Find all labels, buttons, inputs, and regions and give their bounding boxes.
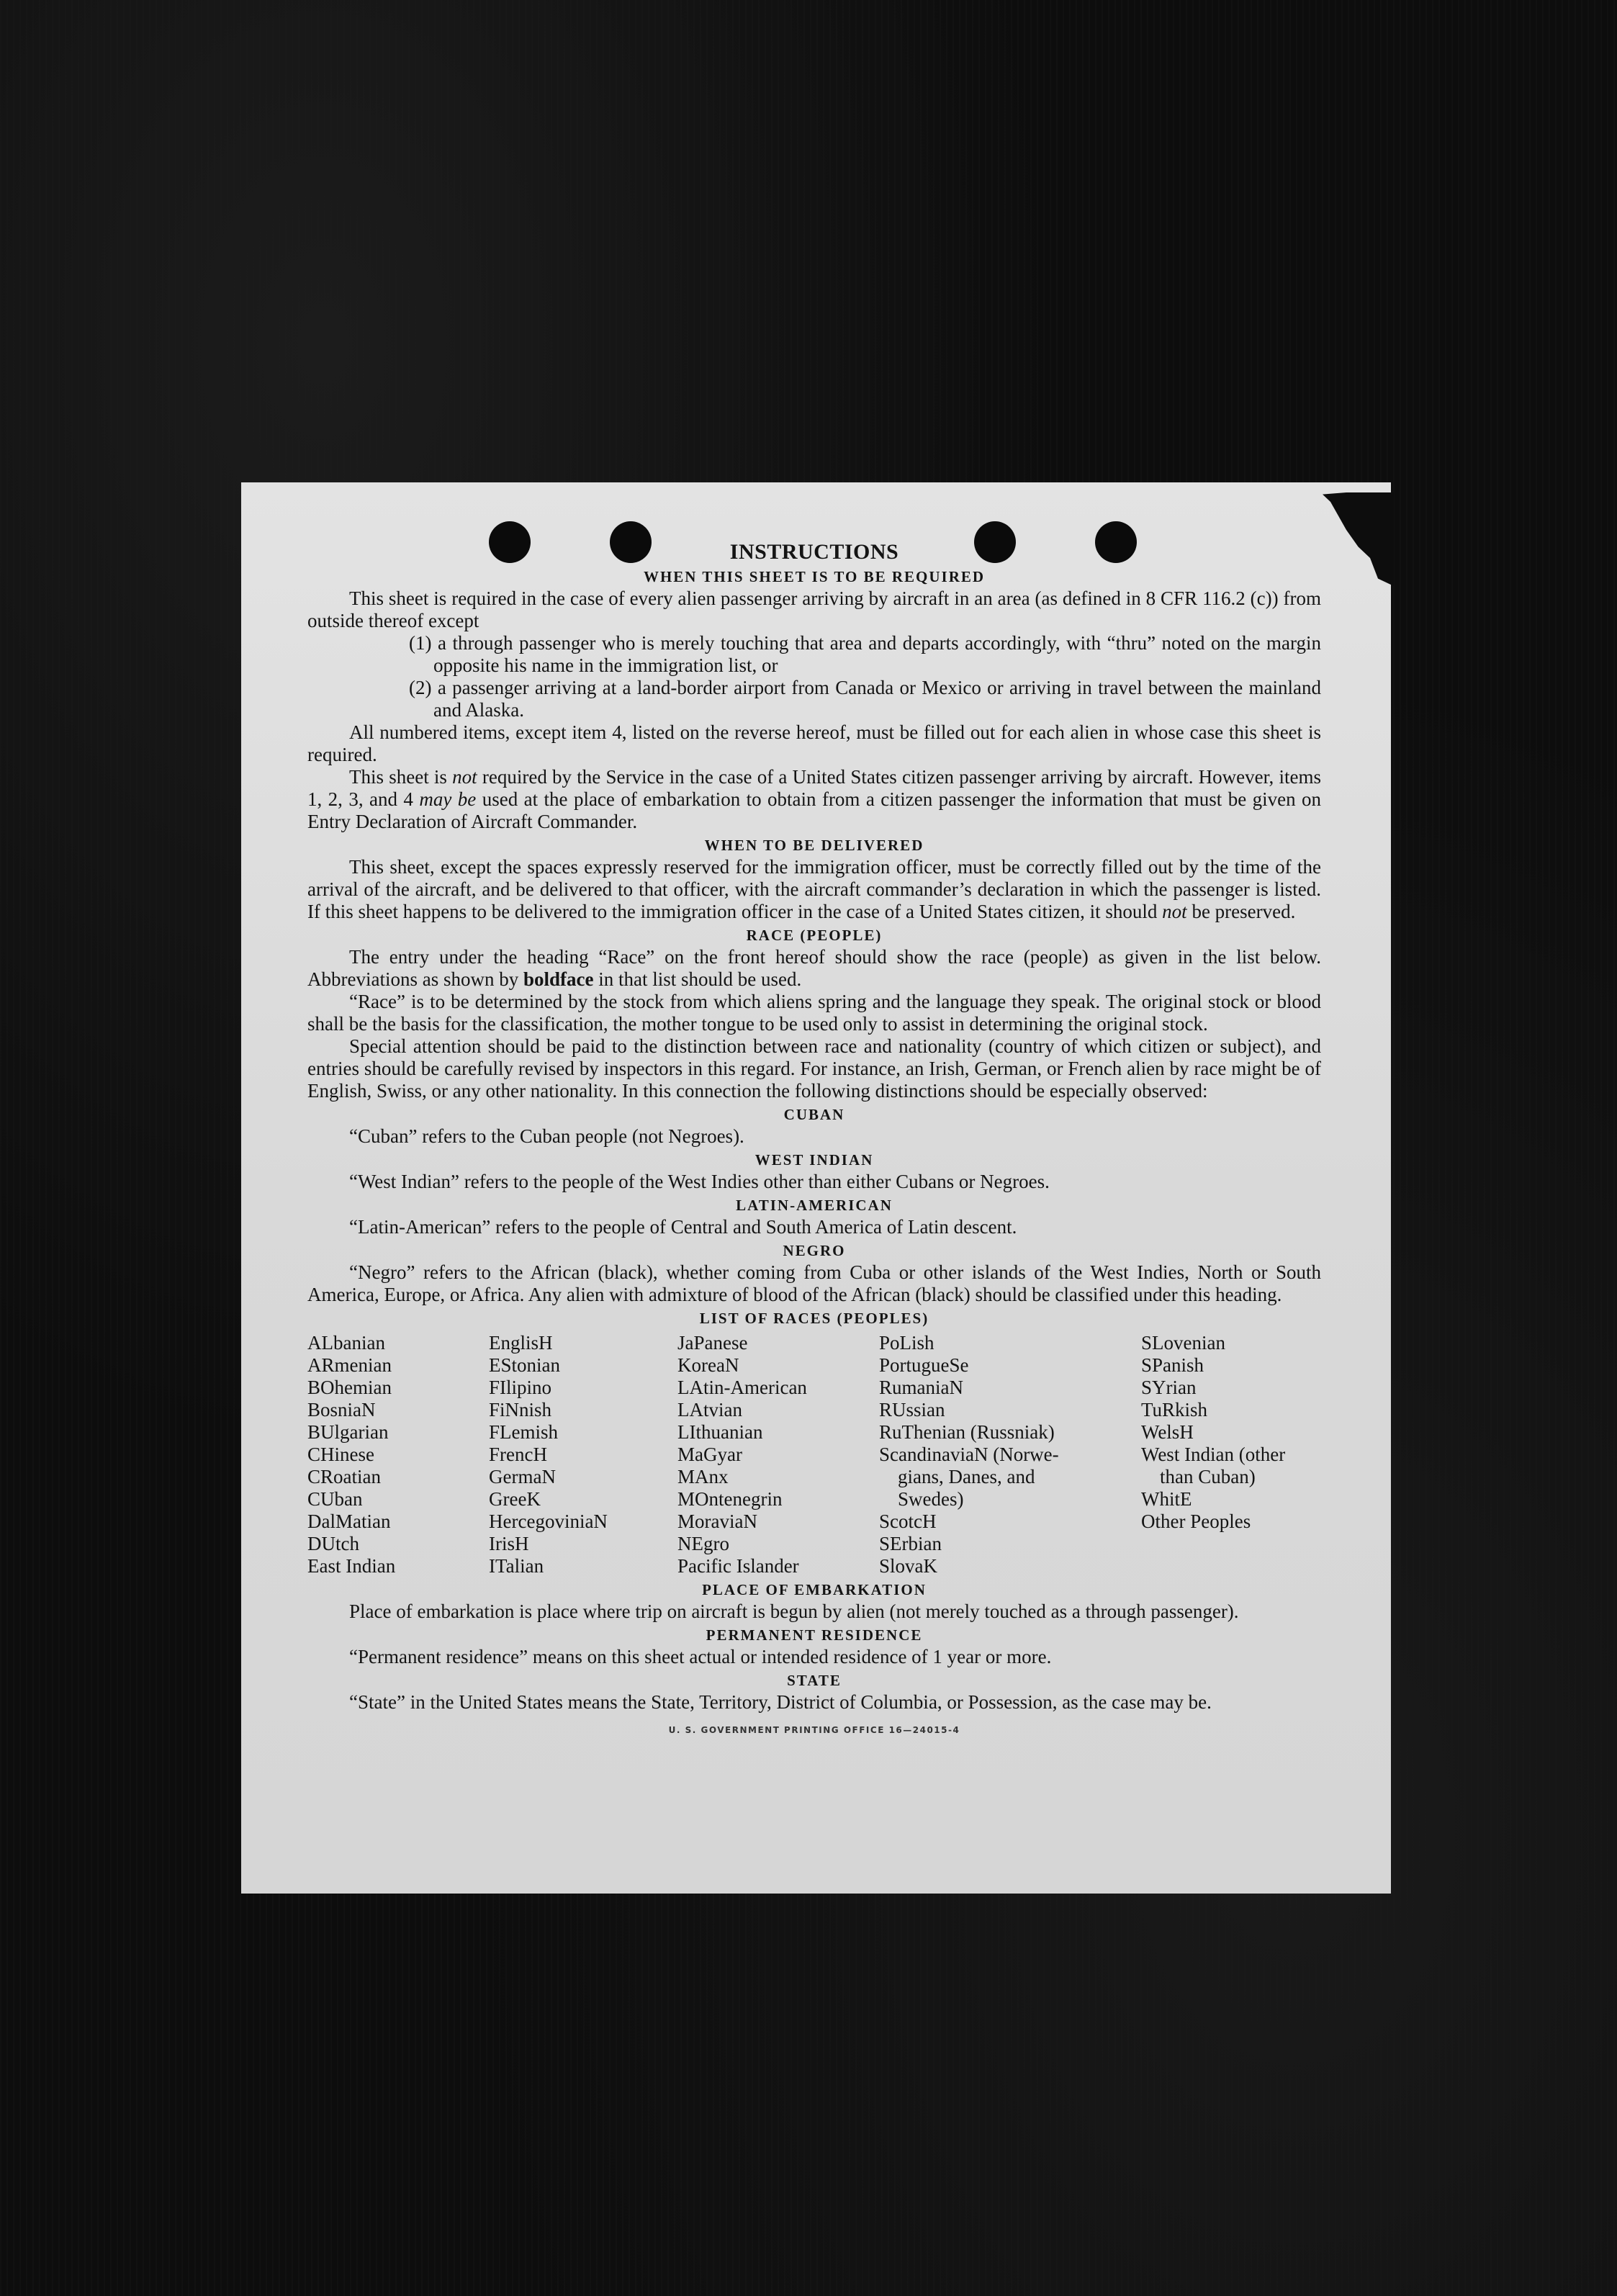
list-item: (2) a passenger arriving at a land-border airport from Canada or Mexico or arriving in travel between the mainland and Alaska.	[409, 677, 1321, 721]
section-heading-list-of-races: LIST OF RACES (PEOPLES)	[699, 1310, 929, 1327]
emphasis-text: not	[1162, 901, 1187, 922]
section-heading-place-of-embarkation: PLACE OF EMBARKATION	[702, 1581, 927, 1598]
race-entry: MOntenegrin	[677, 1488, 783, 1510]
race-entry: LAtin-American	[677, 1377, 807, 1398]
torn-corner	[1315, 492, 1394, 586]
race-entry: SYrian	[1141, 1377, 1197, 1398]
bold-text: boldface	[523, 968, 594, 990]
race-entry: MAnx	[677, 1466, 729, 1487]
race-entry: ARmenian	[307, 1354, 392, 1376]
section-heading-west-indian: WEST INDIAN	[755, 1151, 874, 1169]
paragraph: “West Indian” refers to the people of the West Indies other than either Cubans or Negroes.	[349, 1171, 1050, 1192]
paragraph: “Latin-American” refers to the people of Central and South America of Latin descent.	[349, 1216, 1017, 1238]
section-heading-when-required: WHEN THIS SHEET IS TO BE REQUIRED	[643, 568, 986, 585]
race-entry: WelsH	[1141, 1421, 1194, 1443]
race-entry: TuRkish	[1141, 1399, 1208, 1421]
races-column	[879, 1332, 1141, 1577]
race-entry: LAtvian	[677, 1399, 742, 1421]
race-entry: CRoatian	[307, 1466, 381, 1487]
paragraph	[307, 946, 1321, 991]
paragraph: Special attention should be paid to the distinction between race and nationality (country of which citizen or subject), and entries should be carefully revised by inspectors in this regard. For instance, an Irish, German, or French alien by race might be of English, Swiss, or any other nationality. In this connection the following distinctions should be especially observed:	[307, 1035, 1321, 1102]
race-entry: CHinese	[307, 1444, 374, 1465]
races-table	[307, 1332, 1321, 1577]
paragraph: “Cuban” refers to the Cuban people (not Negroes).	[349, 1125, 744, 1147]
race-entry: FLemish	[489, 1421, 559, 1443]
races-column	[307, 1332, 489, 1577]
race-entry: HercegoviniaN	[489, 1511, 608, 1532]
race-entry: BUlgarian	[307, 1421, 389, 1443]
race-entry: SLovenian	[1141, 1332, 1225, 1354]
race-entry: BosniaN	[307, 1399, 376, 1421]
race-entry: RuThenian (Russniak)	[879, 1421, 1055, 1443]
section-heading-when-delivered: WHEN TO BE DELIVERED	[704, 837, 924, 854]
paragraph	[307, 856, 1321, 923]
race-entry: FrencH	[489, 1444, 547, 1465]
race-entry: EnglisH	[489, 1332, 553, 1354]
paragraph: Place of embarkation is place where trip on aircraft is begun by alien (not merely touched as a through passenger).	[349, 1601, 1239, 1622]
race-entry: KoreaN	[677, 1354, 739, 1376]
section-heading-race: RACE (PEOPLE)	[746, 927, 883, 944]
race-entry: RumaniaN	[879, 1377, 963, 1398]
race-entry: IrisH	[489, 1533, 529, 1554]
paragraph: “Permanent residence” means on this sheet actual or intended residence of 1 year or more.	[349, 1646, 1052, 1667]
text-run: be preserved.	[1186, 901, 1296, 922]
race-entry: East Indian	[307, 1555, 396, 1577]
paragraph: All numbered items, except item 4, listed on the reverse hereof, must be filled out for each alien in whose case this sheet is required.	[307, 721, 1321, 765]
emphasis-text: not	[452, 766, 477, 788]
race-entry: WhitE	[1141, 1488, 1192, 1510]
text-run: The entry under the heading “Race” on the front hereof should show the race (people) as given in the list below. Abbreviations as shown by	[307, 946, 1321, 990]
race-entry: ALbanian	[307, 1332, 385, 1354]
race-entry: EStonian	[489, 1354, 560, 1376]
race-entry: Swedes)	[898, 1488, 964, 1510]
race-entry: CUban	[307, 1488, 363, 1510]
race-entry: Other Peoples	[1141, 1511, 1251, 1532]
race-entry: MoraviaN	[677, 1511, 757, 1532]
race-entry: SErbian	[879, 1533, 942, 1554]
section-heading-permanent-residence: PERMANENT RESIDENCE	[706, 1626, 923, 1644]
document-title: INSTRUCTIONS	[729, 540, 899, 564]
race-entry: gians, Danes, and	[898, 1466, 1035, 1487]
list-item: (1) a through passenger who is merely touching that area and departs accordingly, with “thru” noted on the margin opposite his name in the immigration list, or	[409, 632, 1321, 676]
race-entry: MaGyar	[677, 1444, 742, 1465]
races-column	[489, 1332, 677, 1577]
document-content	[307, 540, 1321, 1742]
document-sheet	[241, 482, 1391, 1894]
race-entry: JaPanese	[677, 1332, 748, 1354]
section-heading-latin-american: LATIN-AMERICAN	[736, 1197, 893, 1214]
race-entry: NEgro	[677, 1533, 729, 1554]
text-run: This sheet is	[349, 766, 453, 788]
text-run: used at the place of embarkation to obtain from a citizen passenger the information that must be given on Entry Declaration of Aircraft Commander.	[307, 788, 1322, 832]
race-entry: GreeK	[489, 1488, 541, 1510]
race-entry: GermaN	[489, 1466, 556, 1487]
text-run: This sheet, except the spaces expressly reserved for the immigration officer, must be correctly filled out by the time of the arrival of the aircraft, and be delivered to that officer, with the aircraft commander’s declaration in which the passenger is listed. If this sheet happens to be delivered to the immigration officer in the case of a United States citizen, it should	[307, 856, 1321, 922]
races-column	[1141, 1332, 1321, 1577]
text-run: required by the Service in the case of a United States citizen passenger arriving by aircraft. However, items 1, 2, 3, and 4	[307, 766, 1321, 810]
paragraph	[307, 766, 1321, 833]
race-entry: West Indian (other	[1141, 1444, 1286, 1465]
race-entry: ScotcH	[879, 1511, 937, 1532]
race-entry: ITalian	[489, 1555, 544, 1577]
printing-office-footer: U. S. GOVERNMENT PRINTING OFFICE 16—24015-4	[668, 1725, 960, 1735]
paragraph: “State” in the United States means the State, Territory, District of Columbia, or Possession, as the case may be.	[349, 1691, 1212, 1713]
race-entry: ScandinaviaN (Norwe-	[879, 1444, 1059, 1465]
race-entry: SPanish	[1141, 1354, 1204, 1376]
text-run: in that list should be used.	[593, 968, 802, 990]
section-heading-cuban: CUBAN	[783, 1106, 845, 1123]
emphasis-text: may be	[419, 788, 477, 810]
section-heading-negro: NEGRO	[783, 1242, 846, 1259]
paragraph: This sheet is required in the case of every alien passenger arriving by aircraft in an area (as defined in 8 CFR 116.2 (c)) from outside thereof except	[307, 587, 1321, 631]
race-entry: PoLish	[879, 1332, 934, 1354]
section-heading-state: STATE	[787, 1672, 842, 1689]
race-entry: DalMatian	[307, 1511, 391, 1532]
paragraph: “Race” is to be determined by the stock from which aliens spring and the language they speak. The original stock or blood shall be the basis for the classification, the mother tongue to be used only to assist in determining the original stock.	[307, 991, 1321, 1035]
race-entry: DUtch	[307, 1533, 359, 1554]
race-entry: LIthuanian	[677, 1421, 763, 1443]
race-entry: FiNnish	[489, 1399, 552, 1421]
race-entry: RUssian	[879, 1399, 945, 1421]
races-column	[677, 1332, 879, 1577]
race-entry: BOhemian	[307, 1377, 392, 1398]
race-entry: FIlipino	[489, 1377, 552, 1398]
paragraph: “Negro” refers to the African (black), whether coming from Cuba or other islands of the West Indies, North or South America, Europe, or Africa. Any alien with admixture of blood of the African (black) should be classified under this heading.	[307, 1261, 1321, 1305]
race-entry: PortugueSe	[879, 1354, 969, 1376]
race-entry: than Cuban)	[1160, 1466, 1256, 1487]
race-entry: SlovaK	[879, 1555, 937, 1577]
race-entry: Pacific Islander	[677, 1555, 799, 1577]
